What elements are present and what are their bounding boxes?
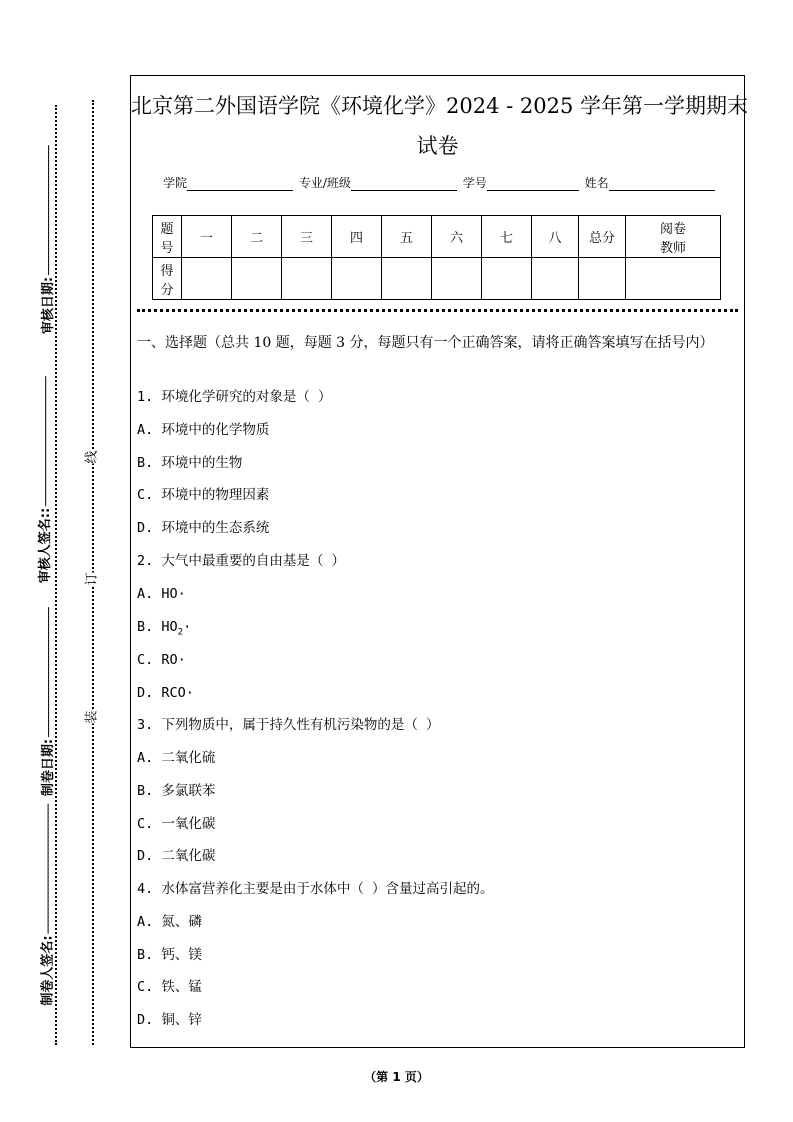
score-col-4: 四 <box>332 216 382 258</box>
score-col-total: 总分 <box>579 216 626 258</box>
question-4-option-a: A. 氮、磷 <box>137 914 202 930</box>
question-2-option-a: A. HO· <box>137 586 186 602</box>
score-cell <box>332 258 382 300</box>
exam-title-line2: 试卷 <box>416 134 459 158</box>
score-cell <box>282 258 332 300</box>
make-date-blank[interactable] <box>48 607 49 737</box>
score-header-label: 题 号 <box>153 216 182 258</box>
college-field[interactable] <box>187 178 293 191</box>
score-cell <box>432 258 482 300</box>
score-cell <box>382 258 432 300</box>
question-3-option-a: A. 二氧化硫 <box>137 750 216 766</box>
question-3-option-c: C. 一氧化碳 <box>137 816 216 832</box>
question-1-option-a: A. 环境中的化学物质 <box>137 422 270 438</box>
question-1-option-c: C. 环境中的物理因素 <box>137 487 270 503</box>
score-col-teacher: 阅卷 教师 <box>626 216 721 258</box>
major-field[interactable] <box>351 178 457 191</box>
college-label: 学院 <box>163 176 188 190</box>
score-col-5: 五 <box>382 216 432 258</box>
exam-title-line1: 北京第二外国语学院《环境化学》2024 - 2025 学年第一学期期末 <box>131 94 749 118</box>
question-1-option-d: D. 环境中的生态系统 <box>137 520 270 536</box>
binding-char-zhuang: 装 <box>84 710 100 724</box>
make-date-label: 制卷日期: <box>37 607 56 796</box>
score-row-label: 得 分 <box>153 258 182 300</box>
score-cell <box>482 258 532 300</box>
section-1-heading: 一、选择题（总共 10 题，每题 3 分，每题只有一个正确答案，请将正确答案填写在括号内） <box>137 335 714 351</box>
score-cell <box>626 258 721 300</box>
question-4-option-d: D. 铜、锌 <box>137 1012 202 1028</box>
question-2-option-d: D. RCO· <box>137 685 194 701</box>
section-separator <box>137 309 738 312</box>
score-cell <box>232 258 282 300</box>
score-col-3: 三 <box>282 216 332 258</box>
reviewer-sign-label: 审核人签名:: <box>34 376 53 583</box>
question-4-option-b: B. 钙、镁 <box>137 947 202 963</box>
question-3-stem: 3. 下列物质中，属于持久性有机污染物的是（ ） <box>137 717 440 733</box>
maker-sign-blank[interactable] <box>48 803 49 933</box>
question-3-option-d: D. 二氧化碳 <box>137 848 216 864</box>
score-col-6: 六 <box>432 216 482 258</box>
name-label: 姓名 <box>584 176 609 190</box>
score-col-7: 七 <box>482 216 532 258</box>
exam-paper-frame <box>130 75 749 1048</box>
student-info-row <box>163 174 717 191</box>
question-2-stem: 2. 大气中最重要的自由基是（ ） <box>137 553 346 569</box>
score-cell <box>579 258 626 300</box>
score-cell <box>532 258 579 300</box>
review-date-blank[interactable] <box>48 145 49 275</box>
score-table <box>152 215 721 300</box>
question-1-option-b: B. 环境中的生物 <box>137 455 243 471</box>
question-4-stem: 4. 水体富营养化主要是由于水体中（ ）含量过高引起的。 <box>137 881 494 897</box>
question-1-stem: 1. 环境化学研究的对象是（ ） <box>137 389 332 405</box>
score-col-1: 一 <box>182 216 232 258</box>
score-cell <box>182 258 232 300</box>
question-4-option-c: C. 铁、锰 <box>137 979 202 995</box>
question-3-option-b: B. 多氯联苯 <box>137 783 216 799</box>
score-col-2: 二 <box>232 216 282 258</box>
binding-char-ding: 订 <box>84 572 100 586</box>
page-number: （第 1 页） <box>364 1070 429 1084</box>
maker-sign-label: 制卷人签名: <box>37 803 56 1005</box>
review-date-label: 审核日期: <box>37 145 56 334</box>
question-2-option-c: C. RO· <box>137 652 186 668</box>
binding-char-line: 线 <box>84 450 100 464</box>
reviewer-sign-blank[interactable] <box>45 376 46 506</box>
score-col-8: 八 <box>532 216 579 258</box>
student-id-label: 学号 <box>462 176 487 190</box>
student-id-field[interactable] <box>487 178 579 191</box>
major-label: 专业/班级 <box>298 176 351 190</box>
question-2-option-b: B. $HO_2\cdot$ <box>137 619 192 638</box>
name-field[interactable] <box>609 178 715 191</box>
